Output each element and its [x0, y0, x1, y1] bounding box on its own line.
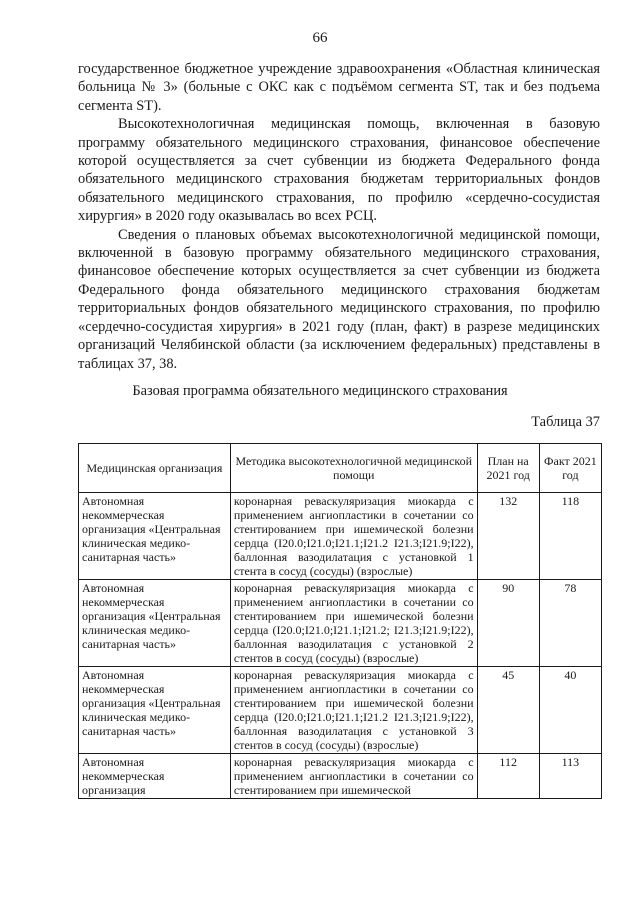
cell-fact: 113	[539, 754, 601, 799]
cell-method-text: коронарная реваскуляризация миокарда с применением ангиопластики в сочетании со стентированием при ишемической	[233, 755, 474, 797]
body-text	[78, 60, 600, 373]
header-method: Методика высокотехнологичной медицинской помощи	[230, 444, 477, 493]
cell-org-text: Автономная некоммерческая организация	[82, 755, 165, 797]
cell-plan: 132	[477, 493, 539, 580]
table-header-row	[79, 444, 602, 493]
cell-method: коронарная реваскуляризация миокарда с применением ангиопластики в сочетании со стентированием при ишемической болезни сердца (I20.0;I21.0;I21.1;I21.2 I21.3;I21.9;I22), баллонная вазодилатация с установкой 1 стента в сосуд (сосуды) (взрослые)	[230, 493, 477, 580]
cell-plan: 112	[477, 754, 539, 799]
table-row	[79, 493, 602, 580]
cell-org: Автономная некоммерческая организация «Центральная клиническая медико-санитарная часть»	[79, 667, 231, 754]
cell-org	[79, 754, 231, 799]
cell-plan: 90	[477, 580, 539, 667]
cell-method: коронарная реваскуляризация миокарда с применением ангиопластики в сочетании со стентированием при ишемической болезни сердца (I20.0;I21.0;I21.1;I21.2 I21.3;I21.9;I22), баллонная вазодилатация с установкой 3 стентов в сосуд (сосуды) (взрослые)	[230, 667, 477, 754]
cell-method	[230, 754, 477, 799]
paragraph-2: Высокотехнологичная медицинская помощь, включенная в базовую программу обязательного медицинского страхования, финансовое обеспечение которой осуществляется за счет субвенции из бюджета Федерального фонда обязательного медицинского страхования бюджетам территориальных фондов обязательного медицинского страхования, по профилю «сердечно-сосудистая хирургия» в 2020 году оказывалась во всех РСЦ.	[78, 116, 600, 225]
header-fact: Факт 2021 год	[539, 444, 601, 493]
header-plan: План на 2021 год	[477, 444, 539, 493]
header-org: Медицинская организация	[79, 444, 231, 493]
cell-method: коронарная реваскуляризация миокарда с применением ангиопластики в сочетании со стентированием при ишемической болезни сердца (I20.0;I21.0;I21.1;I21.2; I21.3;I21.9;I22), баллонная вазодилатация с установкой 2 стентов в сосуд (сосуды) (взрослые)	[230, 580, 477, 667]
page-number: 66	[312, 30, 328, 46]
cell-fact: 118	[539, 493, 601, 580]
cell-fact: 78	[539, 580, 601, 667]
data-table	[78, 443, 602, 799]
cell-org: Автономная некоммерческая организация «Центральная клиническая медико-санитарная часть»	[79, 580, 231, 667]
cell-plan: 45	[477, 667, 539, 754]
table-number: Таблица 37	[531, 414, 600, 430]
cell-fact: 40	[539, 667, 601, 754]
paragraph-3: Сведения о плановых объемах высокотехнологичной медицинской помощи, включенной в базовую программу обязательного медицинского страхования, финансовое обеспечение которых осуществляется за счет субвенции из бюджета Федерального фонда обязательного медицинского страхования бюджетам территориальных фондов обязательного медицинского страхования, по профилю «сердечно-сосудистая хирургия» в 2021 году (план, факт) в разрезе медицинских организаций Челябинской области (за исключением федеральных) представлены в таблицах 37, 38.	[78, 226, 600, 372]
table-row	[79, 580, 602, 667]
table-caption: Базовая программа обязательного медицинского страхования	[132, 383, 508, 399]
table-row	[79, 667, 602, 754]
table-row	[79, 754, 602, 799]
cell-org: Автономная некоммерческая организация «Центральная клиническая медико-санитарная часть»	[79, 493, 231, 580]
paragraph-1: государственное бюджетное учреждение здравоохранения «Областная клиническая больница № 3» (больные с ОКС как с подъёмом сегмента ST, так и без подъема сегмента ST).	[78, 61, 600, 114]
